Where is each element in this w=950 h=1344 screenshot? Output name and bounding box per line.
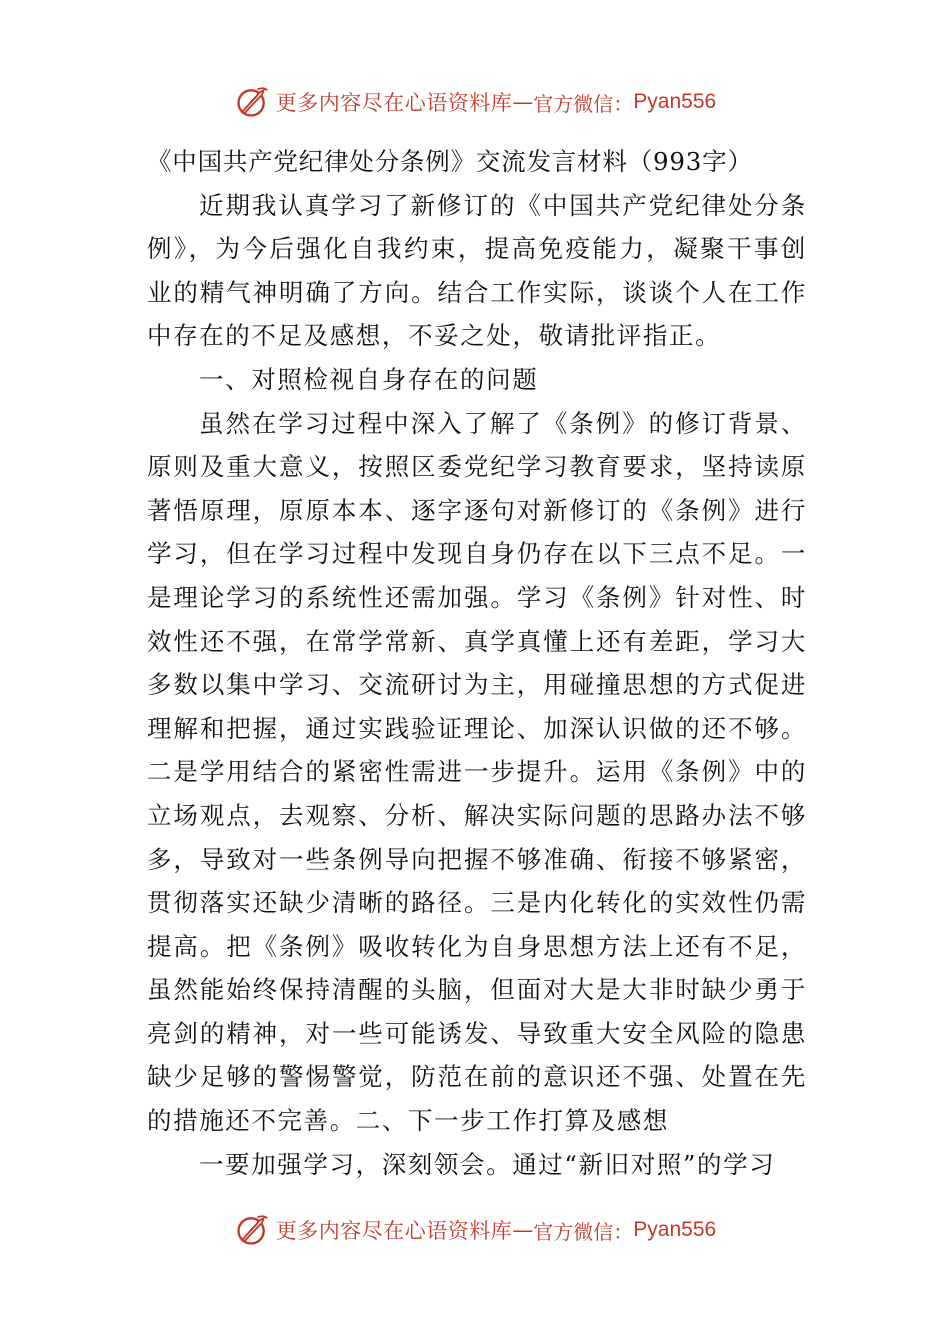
paragraph-intro: 近期我认真学习了新修订的《中国共产党纪律处分条例》，为今后强化自我约束，提高免疫能力，凝聚干事创业的精气神明确了方向。结合工作实际，谈谈个人在工作中存在的不足及感想，不妥之处，敬请批评指正。 [147,190,807,351]
section-heading-problems: 一、对照检视自身存在的问题 [199,364,539,394]
paragraph-next-steps: 一要加强学习，深刻领会。通过“新旧对照”的学习 [199,1149,776,1179]
banner-wechat-id: Pyan556 [633,90,717,113]
banner-wechat-label: 官方微信： [533,1219,634,1244]
banner-wechat-id: Pyan556 [633,1218,717,1241]
document-body [147,140,807,1186]
document-title: 《中国共产党纪律处分条例》交流发言材料（993字） [147,147,753,176]
banner-site-text: 更多内容尽在心语资料库 [275,1219,513,1243]
banner-separator: — [512,90,534,114]
banner-site-text: 更多内容尽在心语资料库 [275,91,513,115]
quill-pen-logo-icon [234,84,270,120]
quill-pen-logo-icon [234,1212,270,1248]
banner-wechat-label: 官方微信： [533,91,634,116]
paragraph-problems: 虽然在学习过程中深入了解了《条例》的修订背景、原则及重大意义，按照区委党纪学习教育要求，坚持读原著悟原理，原原本本、逐字逐句对新修订的《条例》进行学习，但在学习过程中发现自身仍存在以下三点不足。一是理论学习的系统性还需加强。学习《条例》针对性、时效性还不强，在常学常新、真学真懂上还有差距，学习大多数以集中学习、交流研讨为主，用碰撞思想的方式促进理解和把握，通过实践验证理论、加深认识做的还不够。二是学用结合的紧密性需进一步提升。运用《条例》中的立场观点，去观察、分析、解决实际问题的思路办法不够多，导致对一些条例导向把握不够准确、衔接不够紧密，贯彻落实还缺少清晰的路径。三是内化转化的实效性仍需提高。把《条例》吸收转化为自身思想方法上还有不足，虽然能始终保持清醒的头脑，但面对大是大非时缺少勇于亮剑的精神，对一些可能诱发、导致重大安全风险的隐患缺少足够的警惕警觉，防范在前的意识还不强、处置在先的措施还不完善。二、下一步工作打算及感想 [147,408,807,1136]
footer-watermark-banner [0,1208,950,1252]
header-watermark-banner [0,80,950,124]
banner-separator: — [512,1218,534,1242]
